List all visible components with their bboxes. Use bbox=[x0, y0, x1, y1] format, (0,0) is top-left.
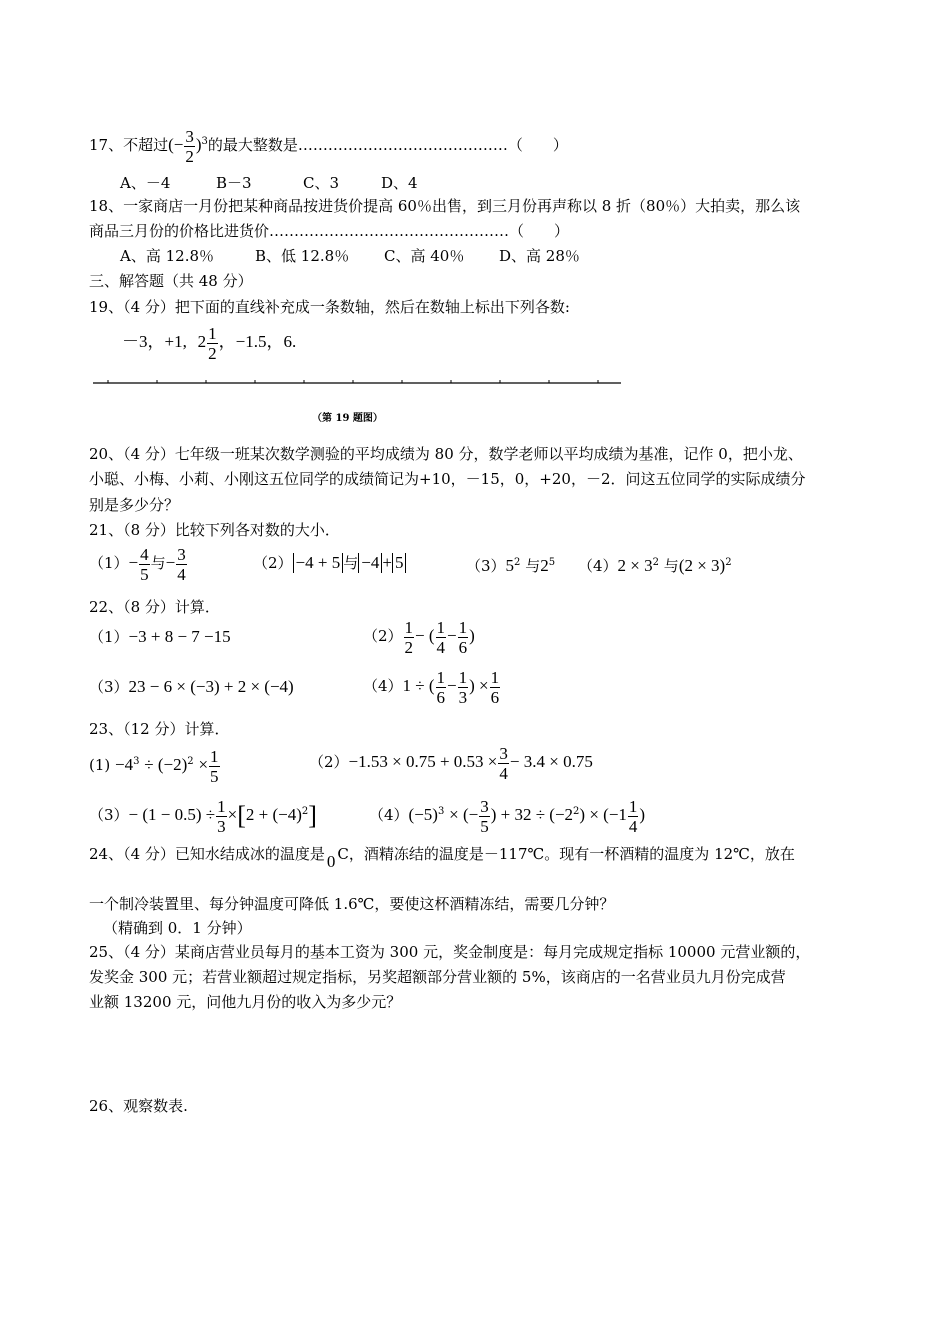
q23-part4-exp2: 2 bbox=[573, 806, 580, 817]
q23-part4-exp1: 3 bbox=[437, 806, 445, 817]
q23-part2 bbox=[309, 740, 593, 784]
q23-part3-label: （3） bbox=[89, 806, 129, 824]
q21-part2-and: 与 bbox=[343, 554, 359, 572]
q23-part1-b: ÷ (−2) bbox=[144, 755, 188, 774]
q24-line3: （精确到 0．1 分钟） bbox=[103, 919, 252, 937]
q17-option-b: B－3 bbox=[216, 174, 252, 192]
q22-part1-expr: −3 + 8 − 7 −15 bbox=[128, 627, 231, 646]
q19-numbers bbox=[122, 322, 296, 363]
q23-part4-a: (−5) bbox=[408, 805, 438, 824]
q23-part4-f2-num: 1 bbox=[628, 796, 638, 816]
q21-part4 bbox=[578, 541, 732, 588]
q17-option-a: A、－4 bbox=[120, 174, 171, 192]
q21-part1-frac-b bbox=[176, 545, 187, 584]
q23-part4-e: ) bbox=[639, 805, 646, 824]
q24-line1-a: 24、（4 分）已知水结成冰的温度是 bbox=[89, 845, 325, 863]
q22-part2-frac1 bbox=[404, 618, 415, 657]
q19-mixed-den: 2 bbox=[208, 343, 217, 363]
q23-part2-b: − 3.4 × 0.75 bbox=[509, 752, 593, 771]
q23-part1-a: −4 bbox=[115, 755, 134, 774]
q19-mixed-whole: 2 bbox=[197, 332, 207, 351]
q22-part3 bbox=[89, 676, 294, 697]
q22-part4-frac2 bbox=[458, 668, 469, 707]
q21-part3-label: （3） bbox=[466, 557, 506, 575]
q23-part4-frac1 bbox=[479, 797, 490, 836]
q23-part4 bbox=[369, 790, 645, 837]
q19-mixed-fraction bbox=[207, 324, 218, 363]
q22-part2-f1-den: 2 bbox=[404, 637, 414, 657]
q17-prefix: 17、不超过 bbox=[89, 136, 169, 154]
q22-part4-f3-den: 6 bbox=[490, 687, 500, 707]
q21-part1-b-num: 3 bbox=[177, 544, 186, 564]
q21-part3-a-exp: 2 bbox=[514, 557, 521, 568]
q22-part4-f2-den: 3 bbox=[458, 687, 468, 707]
q24-zero: 0 bbox=[326, 852, 336, 871]
q23-part1-c: × bbox=[198, 755, 209, 774]
q20-line3: 别是多少分？ bbox=[89, 496, 180, 514]
q23-part1-exp1: 3 bbox=[133, 756, 140, 767]
q17-frac-num: 3 bbox=[185, 126, 194, 146]
q18-option-c: C、高 40％ bbox=[384, 247, 465, 265]
q23-part2-label: （2） bbox=[309, 753, 349, 771]
q17-frac-den: 2 bbox=[185, 146, 194, 166]
q21-part4-a: 2 × 3 bbox=[617, 556, 653, 575]
q22-part4-label: （4） bbox=[363, 677, 403, 695]
q21-part3-a: 5 bbox=[505, 556, 515, 575]
q24-line2: 一个制冷装置里、每分钟温度可降低 1.6℃，要使这杯酒精冻结，需要几分钟？ bbox=[89, 895, 615, 913]
q19-numbers-a: －3，+1, bbox=[122, 332, 187, 351]
q20-line2: 小聪、小梅、小莉、小刚这五位同学的成绩简记为+10，－15，0，+20，－2．问这五位同学的实际成绩分 bbox=[89, 470, 806, 488]
q23-part3-frac bbox=[216, 797, 227, 836]
q21-part4-label: （4） bbox=[578, 557, 618, 575]
q18-option-a: A、高 12.8％ bbox=[120, 247, 214, 265]
q22-stem: 22、（8 分）计算． bbox=[89, 598, 220, 616]
q22-part1 bbox=[89, 626, 231, 647]
q22-part2-f3-den: 6 bbox=[458, 637, 468, 657]
q23-part3: （3）− (1 − 0.5) ÷ $\frac{1}{3}$ $\times[2 + (-4)^2]$ bbox=[89, 796, 317, 836]
q21-part3-and: 与 bbox=[525, 557, 541, 575]
q23-part3-b: 2 + (−4) bbox=[245, 805, 302, 824]
q21-part3-b-exp: 5 bbox=[548, 557, 556, 568]
q18-line1: 18、一家商店一月份把某种商品按进货价提高 60％出售，到三月份再声称以 8 折（80％）大拍卖，那么该 bbox=[89, 197, 801, 215]
q23-part1-f-den: 5 bbox=[210, 766, 219, 786]
q21-part3-b: 2 bbox=[540, 556, 549, 575]
q21-part1-a-den: 5 bbox=[140, 564, 149, 584]
q25-line2: 发奖金 300 元；若营业额超过规定指标，另奖超额部分营业额的 5%，该商店的一名营业员九月份完成营 bbox=[89, 968, 786, 986]
q22-part1-label: （1） bbox=[89, 628, 129, 646]
q20-line1: 20、（4 分）七年级一班某次数学测验的平均成绩为 80 分，数学老师以平均成绩为基准，记作 0，把小龙、 bbox=[89, 445, 803, 463]
q23-part1-frac bbox=[209, 747, 220, 786]
q21-part2-abs-c: 5 bbox=[392, 553, 407, 573]
q18-option-b: B、低 12.8％ bbox=[255, 247, 350, 265]
q21-part1-and: 与 bbox=[150, 554, 166, 572]
q22-part4-f3-num: 1 bbox=[490, 667, 500, 687]
q23-part1-exp2: 2 bbox=[187, 756, 194, 767]
q19-figure-caption: （第 19 题图） bbox=[312, 413, 383, 424]
q21-part2 bbox=[253, 541, 406, 585]
q24-line1-b: C，酒精冻结的温度是－117℃。现有一杯酒精的温度为 12℃，放在 bbox=[337, 845, 795, 863]
q17-paren-open: (− bbox=[168, 135, 184, 154]
q22-part2-frac3 bbox=[458, 618, 469, 657]
q21-part2-abs-a: −4 + 5 bbox=[293, 553, 344, 573]
q22-part3-expr: 23 − 6 × (−3) + 2 × (−4) bbox=[128, 677, 294, 696]
q22-part2-f3-num: 1 bbox=[458, 617, 468, 637]
q23-part4-f2-den: 4 bbox=[628, 816, 638, 836]
q21-part3 bbox=[466, 541, 555, 588]
q17-fraction bbox=[184, 127, 195, 166]
q23-part4-f1-den: 5 bbox=[480, 816, 489, 836]
q22-part2-frac2 bbox=[436, 618, 447, 657]
q24-line1 bbox=[89, 843, 795, 871]
q23-part4-b: × (− bbox=[449, 805, 479, 824]
q22-part4-f1-den: 6 bbox=[436, 687, 446, 707]
q23-part3-a: − (1 − 0.5) ÷ bbox=[128, 805, 216, 824]
q22-part2: （2） $\frac{1}{2}$ − ( $\frac{1}{4}$ − $\frac{1}{6}$ ) bbox=[363, 617, 475, 657]
q21-part2-abs-b: −4 bbox=[358, 553, 382, 573]
q23-part4-frac2 bbox=[628, 797, 639, 836]
q22-part2-f1-num: 1 bbox=[404, 617, 414, 637]
q17-paren-close: ) bbox=[195, 135, 202, 154]
q17-suffix: 的最大整数是……………………………………（ ） bbox=[207, 136, 568, 154]
q21-part4-b: (2 × 3) bbox=[678, 556, 726, 575]
q21-part1: （1）− $\frac{4}{5}$ 与− $\frac{3}{4}$ bbox=[89, 544, 186, 584]
q26-stem: 26、观察数表. bbox=[89, 1097, 188, 1115]
q22-part4: （4）1 ÷ ( $\frac{1}{6}$ − $\frac{1}{3}$ ) × $\frac{1}{6}$ bbox=[363, 667, 500, 707]
q23-part4-f1-num: 3 bbox=[480, 796, 489, 816]
q23-part4-d: ) × (−1 bbox=[579, 805, 627, 824]
q22-part2-label: （2） bbox=[363, 627, 403, 645]
q23-part4-c: ) + 32 ÷ (−2 bbox=[490, 805, 574, 824]
q22-part4-lead: 1 ÷ ( bbox=[402, 676, 435, 695]
q22-part2-f2-num: 1 bbox=[436, 617, 446, 637]
q17-option-d: D、4 bbox=[381, 174, 418, 192]
q22-part2-f2-den: 4 bbox=[436, 637, 446, 657]
q18-option-d: D、高 28％ bbox=[499, 247, 580, 265]
q23-part3-f-den: 3 bbox=[217, 816, 226, 836]
q23-part2-f-num: 3 bbox=[499, 743, 508, 763]
q22-part4-f2-num: 1 bbox=[458, 667, 468, 687]
q17-power: 3 bbox=[201, 136, 208, 147]
q23-part4-label: （4） bbox=[369, 806, 409, 824]
q19-stem: 19、（4 分）把下面的直线补充成一条数轴，然后在数轴上标出下列各数: bbox=[89, 298, 570, 316]
q21-part1-label: （1） bbox=[89, 554, 129, 572]
q22-part4-frac1 bbox=[436, 668, 447, 707]
q21-part2-plus: + bbox=[382, 553, 392, 572]
q19-numbers-b: ，−1.5，6. bbox=[218, 332, 297, 351]
q19-mixed-num: 1 bbox=[208, 323, 217, 343]
q19-number-line bbox=[90, 376, 625, 390]
q23-part1 bbox=[89, 740, 221, 787]
q18-line2: 商品三月份的价格比进货价…………………………………………（ ） bbox=[89, 222, 570, 240]
q21-part4-b-exp: 2 bbox=[725, 557, 732, 568]
q21-part4-a-exp: 2 bbox=[652, 557, 660, 568]
q21-part4-and: 与 bbox=[663, 557, 679, 575]
q21-part1-frac-a bbox=[139, 545, 150, 584]
q22-part3-label: （3） bbox=[89, 678, 129, 696]
q23-part1-label: (1) bbox=[89, 756, 111, 774]
q21-part2-label: （2） bbox=[253, 554, 293, 572]
q23-stem: 23、（12 分）计算． bbox=[89, 720, 230, 738]
q23-part2-a: −1.53 × 0.75 + 0.53 × bbox=[348, 752, 498, 771]
q21-part1-a-num: 4 bbox=[140, 544, 149, 564]
q25-line3: 业额 13200 元，问他九月份的收入为多少元？ bbox=[89, 993, 402, 1011]
q21-stem: 21、（8 分）比较下列各对数的大小． bbox=[89, 521, 340, 539]
q22-part4-frac3 bbox=[490, 668, 501, 707]
section-3-heading: 三、解答题（共 48 分） bbox=[89, 272, 253, 290]
q23-part3-exp: 2 bbox=[301, 806, 309, 817]
q17-option-c: C、3 bbox=[303, 174, 340, 192]
q25-line1: 25、（4 分）某商店营业员每月的基本工资为 300 元，奖金制度是：每月完成规定指标 10000 元营业额的， bbox=[89, 943, 811, 961]
q21-part1-b-den: 4 bbox=[177, 564, 186, 584]
q23-part2-f-den: 4 bbox=[499, 763, 508, 783]
q23-part3-f-num: 1 bbox=[217, 796, 226, 816]
q22-part4-f1-num: 1 bbox=[436, 667, 446, 687]
q23-part2-frac bbox=[498, 744, 509, 783]
q17-stem bbox=[89, 122, 568, 166]
q23-part1-f-num: 1 bbox=[210, 746, 219, 766]
